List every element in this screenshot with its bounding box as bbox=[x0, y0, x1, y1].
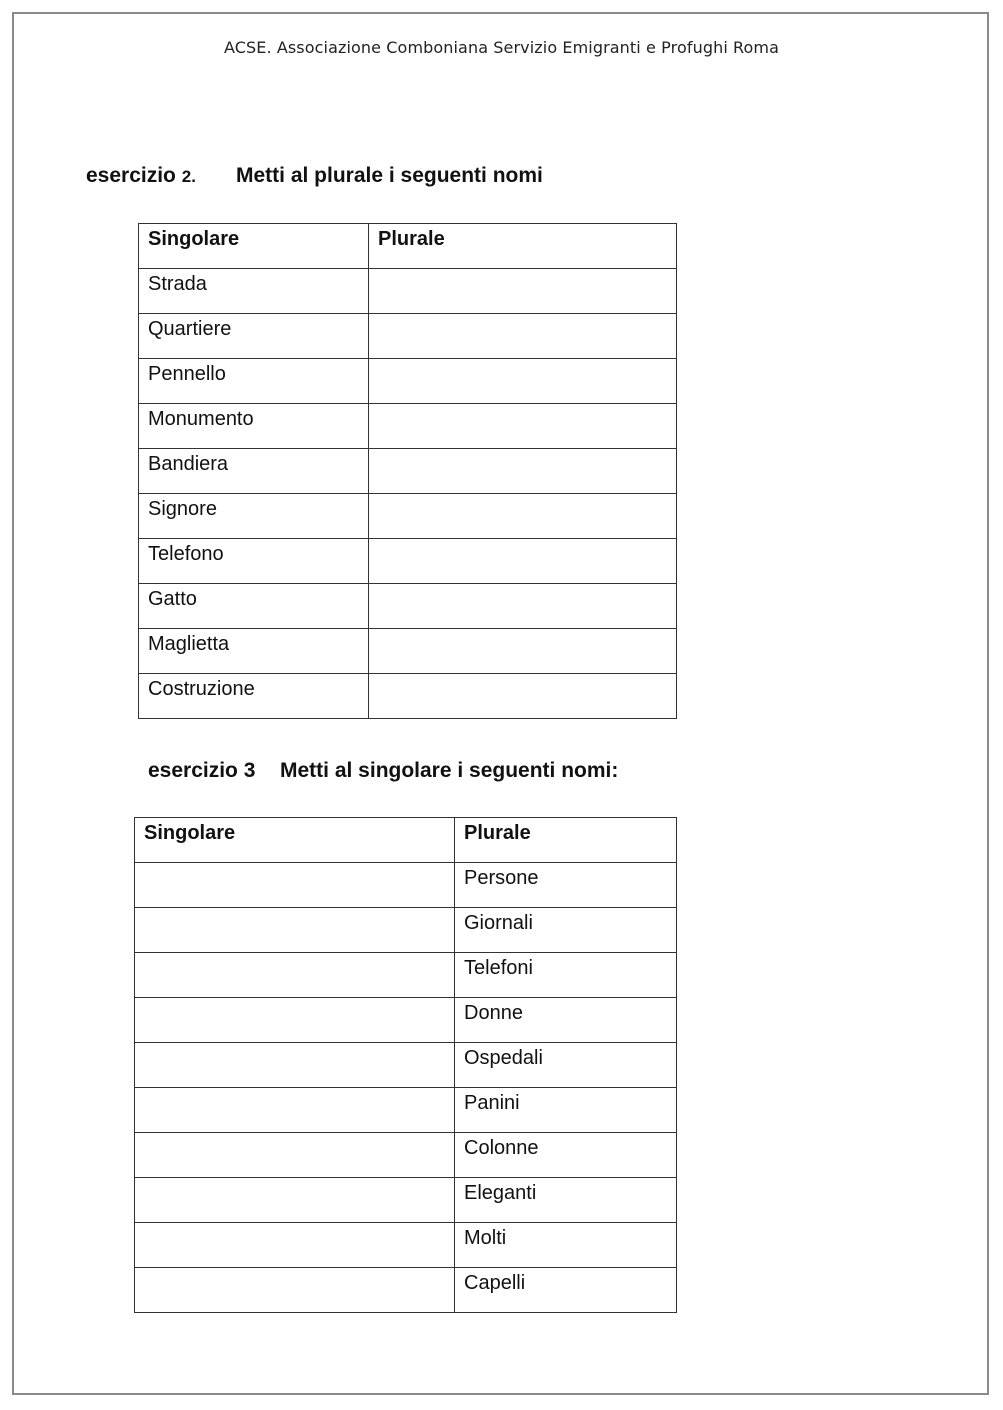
table-row bbox=[135, 953, 677, 998]
answer-cell[interactable] bbox=[135, 1223, 455, 1268]
answer-cell[interactable] bbox=[135, 998, 455, 1043]
answer-cell[interactable] bbox=[369, 269, 677, 314]
word-cell: Signore bbox=[139, 494, 369, 539]
table-row bbox=[135, 863, 677, 908]
exercise-3-instruction: Metti al singolare i seguenti nomi: bbox=[280, 759, 619, 782]
answer-cell[interactable] bbox=[135, 1178, 455, 1223]
table-row bbox=[135, 1178, 677, 1223]
word-cell: Panini bbox=[455, 1088, 677, 1133]
answer-cell[interactable] bbox=[369, 404, 677, 449]
answer-cell[interactable] bbox=[369, 449, 677, 494]
exercise-2-number: 2. bbox=[181, 167, 196, 186]
page-header: ACSE. Associazione Comboniana Servizio Emigranti e Profughi Roma bbox=[223, 38, 780, 57]
exercise-2-instruction: Metti al plurale i seguenti nomi bbox=[236, 164, 543, 187]
word-cell: Strada bbox=[139, 269, 369, 314]
word-cell: Colonne bbox=[455, 1133, 677, 1178]
word-cell: Eleganti bbox=[455, 1178, 677, 1223]
exercise-2-table bbox=[138, 223, 677, 719]
answer-cell[interactable] bbox=[135, 1043, 455, 1088]
answer-cell[interactable] bbox=[369, 314, 677, 359]
table-row bbox=[139, 629, 677, 674]
table-header-row bbox=[135, 818, 677, 863]
word-cell: Maglietta bbox=[139, 629, 369, 674]
table-row bbox=[139, 494, 677, 539]
answer-cell[interactable] bbox=[369, 359, 677, 404]
answer-cell[interactable] bbox=[369, 584, 677, 629]
exercise-2-label: esercizio bbox=[86, 164, 176, 187]
table-row bbox=[135, 1268, 677, 1313]
column-header-singolare: Singolare bbox=[139, 224, 369, 269]
table-row bbox=[135, 1043, 677, 1088]
word-cell: Pennello bbox=[139, 359, 369, 404]
exercise-2-title bbox=[86, 164, 543, 188]
answer-cell[interactable] bbox=[135, 863, 455, 908]
table-row bbox=[139, 674, 677, 719]
word-cell: Telefoni bbox=[455, 953, 677, 998]
answer-cell[interactable] bbox=[369, 674, 677, 719]
answer-cell[interactable] bbox=[135, 953, 455, 998]
word-cell: Monumento bbox=[139, 404, 369, 449]
answer-cell[interactable] bbox=[135, 908, 455, 953]
table-row bbox=[139, 359, 677, 404]
exercise-3-table bbox=[134, 817, 677, 1313]
table-row bbox=[135, 1088, 677, 1133]
word-cell: Molti bbox=[455, 1223, 677, 1268]
table-row bbox=[139, 314, 677, 359]
answer-cell[interactable] bbox=[369, 539, 677, 584]
table-row bbox=[139, 584, 677, 629]
answer-cell[interactable] bbox=[135, 1088, 455, 1133]
word-cell: Persone bbox=[455, 863, 677, 908]
exercise-3-label: esercizio 3 bbox=[148, 759, 256, 782]
table-row bbox=[135, 1223, 677, 1268]
table-row bbox=[135, 908, 677, 953]
word-cell: Donne bbox=[455, 998, 677, 1043]
word-cell: Costruzione bbox=[139, 674, 369, 719]
column-header-singolare: Singolare bbox=[135, 818, 455, 863]
answer-cell[interactable] bbox=[369, 494, 677, 539]
word-cell: Bandiera bbox=[139, 449, 369, 494]
column-header-plurale: Plurale bbox=[455, 818, 677, 863]
word-cell: Quartiere bbox=[139, 314, 369, 359]
word-cell: Giornali bbox=[455, 908, 677, 953]
table-row bbox=[139, 449, 677, 494]
table-row bbox=[135, 1133, 677, 1178]
word-cell: Telefono bbox=[139, 539, 369, 584]
answer-cell[interactable] bbox=[135, 1268, 455, 1313]
table-header-row bbox=[139, 224, 677, 269]
exercise-3-title bbox=[148, 759, 619, 783]
answer-cell[interactable] bbox=[369, 629, 677, 674]
table-row bbox=[139, 404, 677, 449]
answer-cell[interactable] bbox=[135, 1133, 455, 1178]
word-cell: Ospedali bbox=[455, 1043, 677, 1088]
word-cell: Gatto bbox=[139, 584, 369, 629]
column-header-plurale: Plurale bbox=[369, 224, 677, 269]
word-cell: Capelli bbox=[455, 1268, 677, 1313]
table-row bbox=[135, 998, 677, 1043]
table-row bbox=[139, 269, 677, 314]
table-row bbox=[139, 539, 677, 584]
